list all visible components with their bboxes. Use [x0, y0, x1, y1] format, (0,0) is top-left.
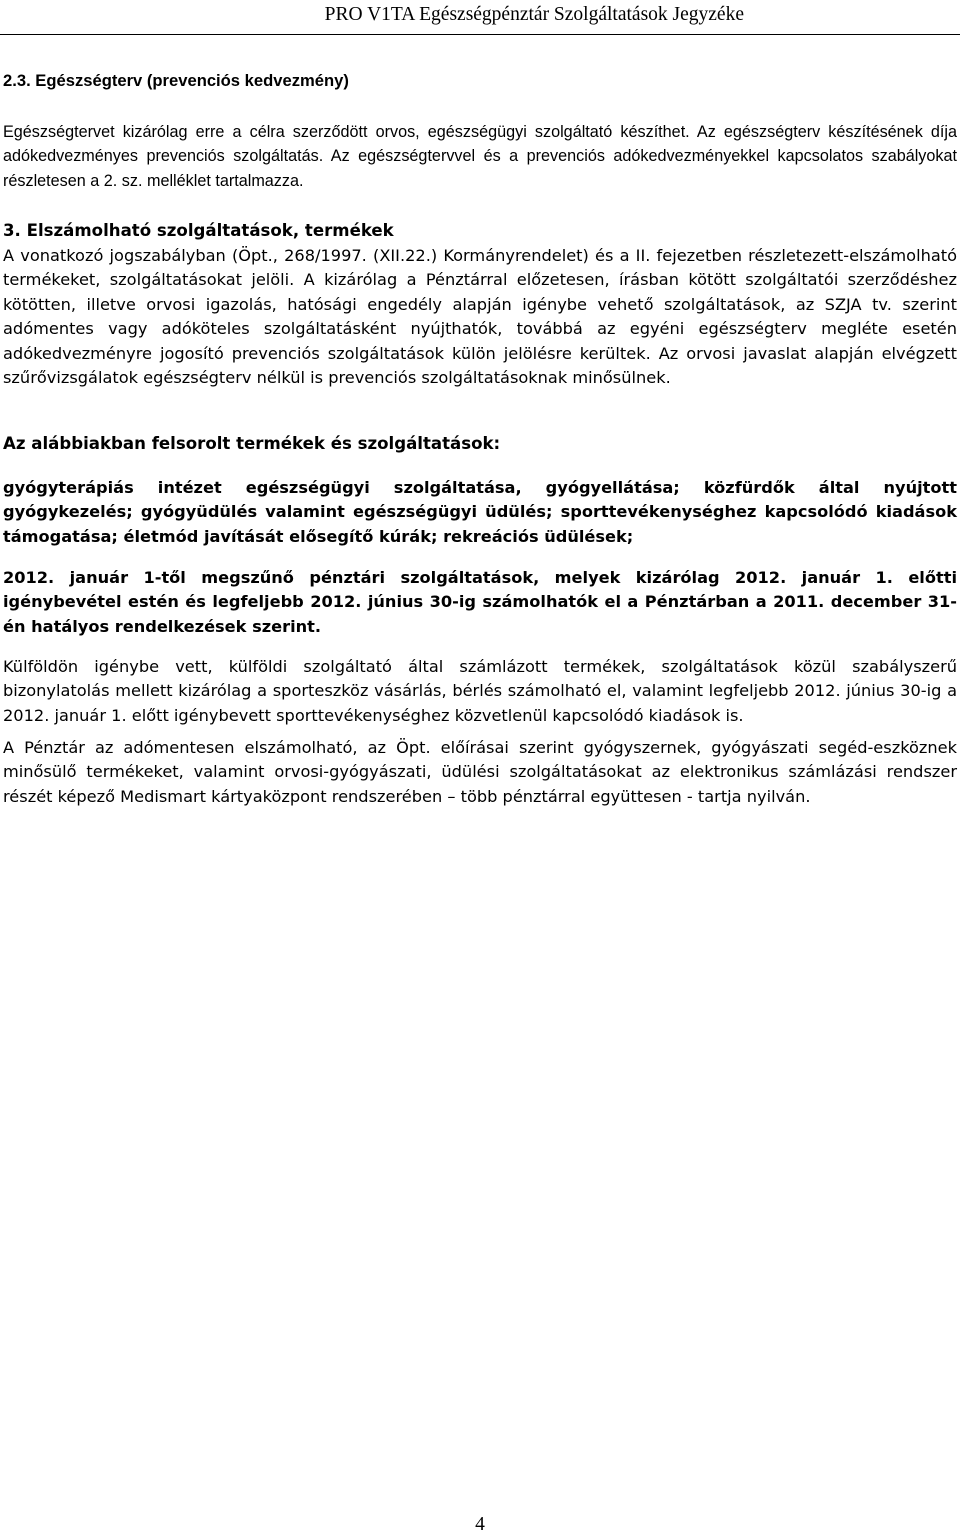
list-heading: Az alábbiakban felsorolt termékek és szolgáltatások: — [3, 434, 501, 453]
paragraph-foreign-services: Külföldön igénybe vett, külföldi szolgáltató által számlázott termékek, szolgáltatások közül szabályszerű bizonylatolás mellett kizárólag a sporteszköz vásárlás, bérlés számolható el, valamint legfeljebb 2012. június 30-ig a 2012. január 1. előtt igénybevett sporttevékenységhez közvetlenül kapcsolódó kiadások is. — [3, 657, 957, 725]
page-header — [0, 0, 960, 37]
section-2-3-heading: 2.3. Egészségterv (prevenciós kedvezmény) — [3, 71, 349, 90]
page-number: 4 — [475, 1514, 485, 1535]
paragraph-medismart: A Pénztár az adómentesen elszámolható, az Öpt. előírásai szerint gyógyszernek, gyógyászati segéd-eszköznek minősülő termékeket, valamint orvosi-gyógyászati, üdülési szolgáltatásokat az elektronikus számlázási rendszer részét képező Medismart kártyaközpont rendszerében – több pénztárral együttesen - tartja nyilván. — [3, 738, 957, 806]
section-3-heading: 3. Elszámolható szolgáltatások, termékek — [3, 221, 394, 240]
bold-paragraph-services: gyógyterápiás intézet egészségügyi szolgáltatása, gyógyellátása; közfürdők által nyújtott gyógykezelés; gyógyüdülés valamint egészségügyi üdülés; sporttevékenységhez kapcsolódó kiadások támogatása; életmód javítását elősegítő kúrák; rekreációs üdülések; — [3, 478, 957, 546]
header-title: PRO V1TA Egészségpénztár Szolgáltatások Jegyzéke — [324, 4, 744, 25]
header-divider — [0, 34, 960, 35]
bold-paragraph-terminated-services: 2012. január 1-től megszűnő pénztári szolgáltatások, melyek kizárólag 2012. január 1. előtti igénybevétel estén és legfeljebb 2012. június 30-ig számolhatók el a Pénztárban a 2011. december 31-én hatályos rendelkezések szerint. — [3, 568, 957, 636]
section-3-paragraph: A vonatkozó jogszabályban (Öpt., 268/1997. (XII.22.) Kormányrendelet) és a II. fejezetben részletezett-elszámolható termékeket, szolgáltatásokat jelöli. A kizárólag a Pénztárral előzetesen, írásban kötött szolgáltatói szerződéshez kötötten, illetve orvosi igazolás, hatósági engedély alapján igénybe vehető szolgáltatások, az SZJA tv. szerint adómentes vagy adóköteles szolgáltatásként nyújthatók, továbbá az egyéni egészségterv megléte esetén adókedvezményre jogosító prevenciós szolgáltatások külön jelölésre kerültek. Az orvosi javaslat alapján elvégzett szűrővizsgálatok egészségterv nélkül is prevenciós szolgáltatásoknak minősülnek. — [3, 246, 957, 388]
section-2-3-paragraph: Egészségtervet kizárólag erre a célra szerződött orvos, egészségügyi szolgáltató készíthet. Az egészségterv készítésének díja adókedvezményes prevenciós szolgáltatás. Az egészségtervvel és a prevenciós adókedvezményekkel kapcsolatos szabályokat részletesen a 2. sz. melléklet tartalmazza. — [3, 123, 957, 190]
